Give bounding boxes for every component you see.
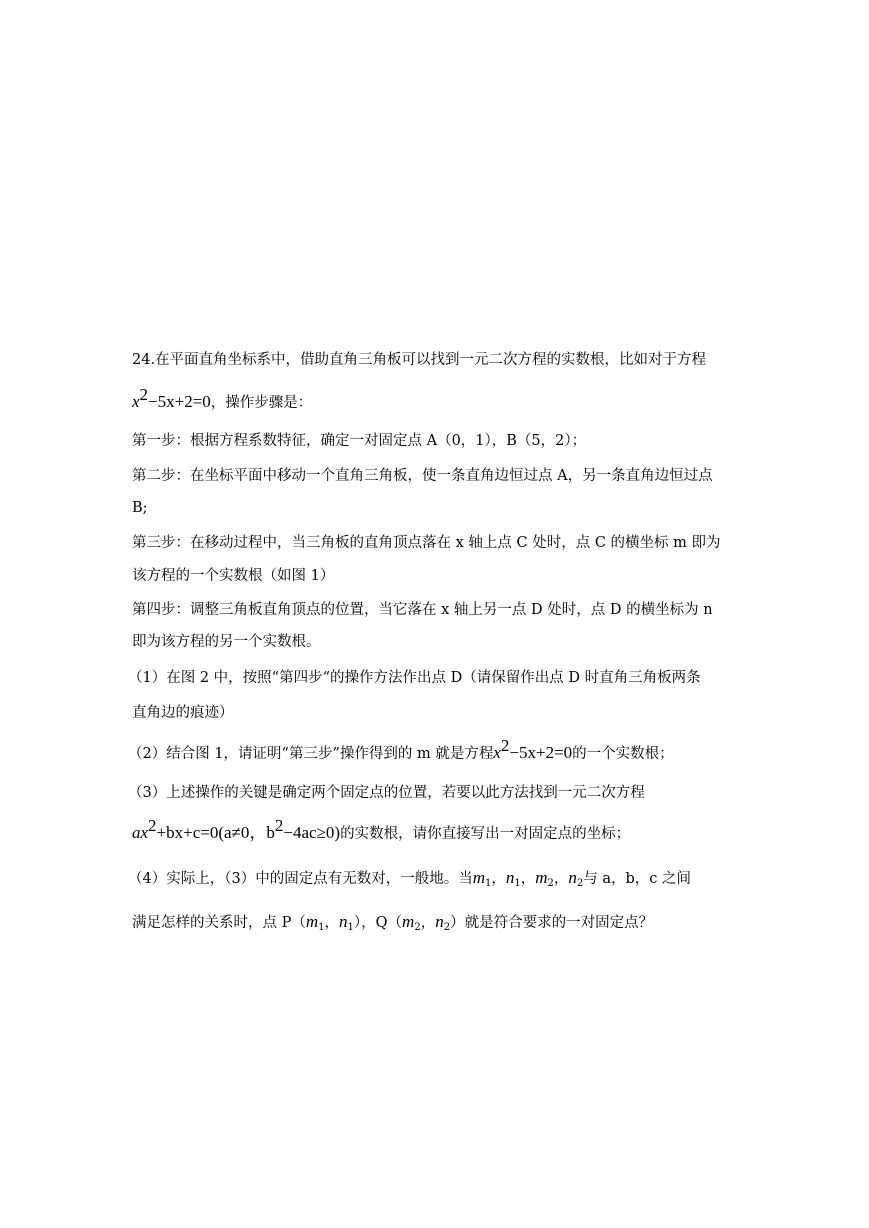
- question-1-line-2: 直角边的痕迹）: [132, 705, 234, 721]
- step-2-line-2: B;: [132, 500, 148, 516]
- question-3-line-1: （3）上述操作的关键是确定两个固定点的位置，若要以此方法找到一元二次方程: [128, 785, 645, 801]
- question-4-line-2: 满足怎样的关系时，点 $P(m_1$，$n_1$），$Q(m_2$，$n_2$）就是符合要求的一对固定点？: [132, 912, 654, 933]
- question-1-line-1: （1）在图 2 中，按照“第四步“的操作方法作出点 D（请保留作出点 D 时直角三角板两条: [128, 670, 701, 686]
- step-3-line-2: 该方程的一个实数根（如图 1）: [132, 568, 335, 584]
- step-3-line-1: 第三步：在移动过程中，当三角板的直角顶点落在 x 轴上点 C 处时，点 C 的横坐标 m 即为: [132, 535, 721, 551]
- step-4-line-2: 即为该方程的另一个实数根。: [132, 634, 321, 650]
- question-4-line-1: （4）实际上，（3）中的固定点有无数对，一般地。当$m_1$，$n_1$，$m_2$，$n_2$与 a，b，c 之间: [128, 868, 692, 889]
- step-1: 第一步：根据方程系数特征，确定一对固定点 A（0，1），B（5，2）；: [132, 433, 587, 449]
- step-4-line-1: 第四步：调整三角板直角顶点的位置，当它落在 x 轴上另一点 D 处时，点 D 的横坐标为 n: [132, 602, 713, 618]
- step-2-line-1: 第二步：在坐标平面中移动一个直角三角板，使一条直角边恒过点 A，另一条直角边恒过点: [132, 468, 713, 484]
- equation-x: x: [132, 392, 140, 411]
- problem-equation-line: $x^2-5x+2=0$，操作步骤是：: [132, 385, 313, 411]
- question-3-line-2: $ax^2+bx+c=0(a\ne 0$，$b^2-4ac\ge 0$)的实数根，请你直接写出一对固定点的坐标；: [132, 816, 631, 842]
- problem-number: 24.: [132, 352, 156, 368]
- question-2: （2）结合图 1，请证明“第三步”操作得到的 m 就是方程$x^2-5x+2=0$的一个实数根；: [128, 736, 674, 762]
- equation-rest: −5x+2=0: [148, 392, 211, 411]
- problem-intro: 24.在平面直角坐标系中，借助直角三角板可以找到一元二次方程的实数根，比如对于方程: [132, 352, 707, 368]
